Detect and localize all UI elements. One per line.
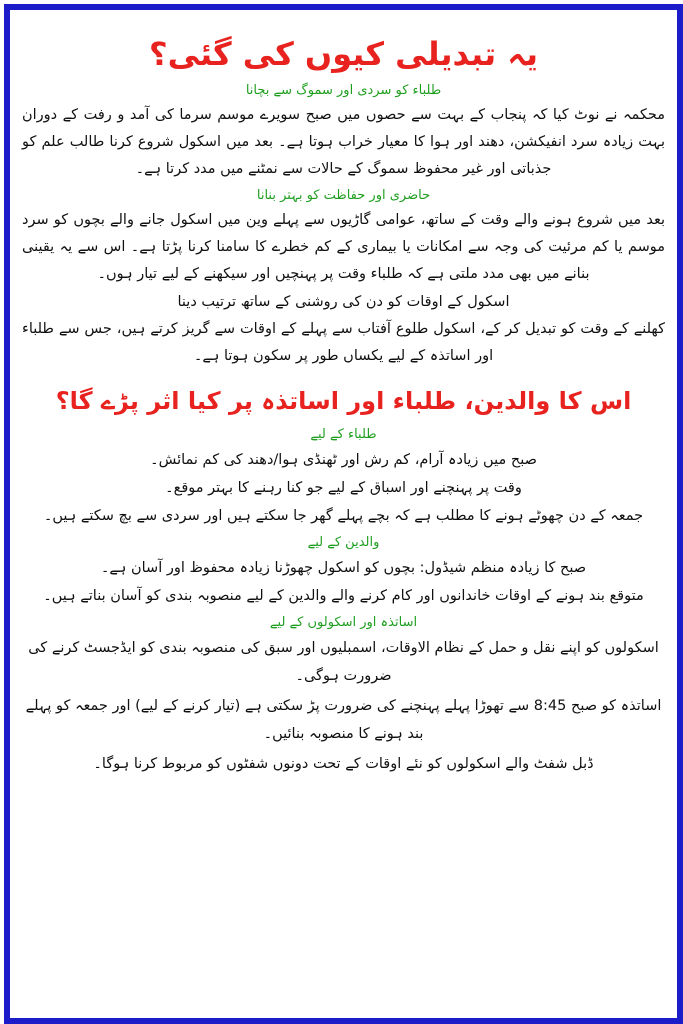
list-item: صبح کا زیادہ منظم شیڈول: بچوں کو اسکول چھوڑنا زیادہ محفوظ اور آسان ہے۔ — [100, 560, 587, 576]
section-heading-attendance-safety: حاضری اور حفاظت کو بہتر بنانا — [256, 188, 431, 203]
section-text-protect-students: محکمہ نے نوٹ کیا کہ پنجاب کے بہت سے حصوں میں صبح سویرے موسم سرما کی آمد و رفت کے دوران بہت زیادہ سرد انفیکشن، دھند اور ہوا کا معیار خراب ہوتا ہے۔ بعد میں اسکول شروع کرنا طالب علم کو جذباتی اور غیر محفوظ سموگ کے حالات سے نمٹنے میں مدد کرتا ہے۔ — [22, 107, 665, 177]
daylight-alignment-line: اسکول کے اوقات کو دن کی روشنی کے ساتھ ترتیب دینا — [177, 294, 510, 310]
document-body — [10, 32, 677, 778]
list-item: اسکولوں کو اپنے نقل و حمل کے نظام الاوقات، اسمبلیوں اور سبق کی منصوبہ بندی کو ایڈجسٹ کرنے کی ضرورت ہوگی۔ — [28, 640, 659, 684]
parents-heading: والدین کے لیے — [307, 535, 380, 550]
section-text-attendance-safety: بعد میں شروع ہونے والے وقت کے ساتھ، عوامی گاڑیوں سے پہلے وین میں اسکول جانے والے بچوں کو سرد موسم یا کم مرئیت کی وجہ سے امکانات یا بیماری کے کم خطرے کا سامنا کرنا پڑتا ہے۔ اس سے یہ یقینی بنانے میں بھی مدد ملتی ہے کہ طلباء وقت پر پہنچیں اور سیکھنے کے لیے تیار ہوں۔ — [22, 212, 665, 282]
section-heading-protect-students: طلباء کو سردی اور سموگ سے بچانا — [245, 83, 442, 98]
list-item: متوقع بند ہونے کے اوقات خاندانوں اور کام کرنے والے والدین کے لیے منصوبہ بندی کو آسان بناتے ہیں۔ — [43, 588, 644, 604]
list-item: ڈبل شفٹ والے اسکولوں کو نئے اوقات کے تحت دونوں شفٹوں کو مربوط کرنا ہوگا۔ — [93, 756, 594, 772]
teachers-heading: اساتذہ اور اسکولوں کے لیے — [269, 615, 418, 630]
impact-subtitle: اس کا والدین، طلباء اور اساتذہ پر کیا اثر پڑے گا؟ — [55, 387, 632, 415]
list-item: جمعہ کے دن چھوٹے ہونے کا مطلب ہے کہ بچے پہلے گھر جا سکتے ہیں اور سردی سے بچ سکتے ہیں۔ — [43, 508, 644, 524]
students-list — [22, 446, 665, 530]
page-frame — [4, 4, 683, 1024]
parents-list — [22, 554, 665, 610]
students-heading: طلباء کے لیے — [310, 427, 377, 442]
teachers-list — [22, 634, 665, 778]
page-title: یہ تبدیلی کیوں کی گئی؟ — [149, 35, 538, 73]
section-text-opening-time: کھلنے کے وقت کو تبدیل کر کے، اسکول طلوع آفتاب سے پہلے کے اوقات سے گریز کرتے ہیں، جس سے طلباء اور اساتذہ کے لیے یکساں طور پر سکون ہوتا ہے۔ — [22, 321, 665, 364]
list-item: اساتذہ کو صبح 8:45 سے تھوڑا پہلے پہنچنے کی ضرورت پڑ سکتی ہے (تیار کرنے کے لیے) اور جمعہ کو پہلے بند ہونے کا منصوبہ بنائیں۔ — [25, 698, 662, 742]
list-item: وقت پر پہنچنے اور اسباق کے لیے جو کنا رہنے کا بہتر موقع۔ — [165, 480, 522, 496]
list-item: صبح میں زیادہ آرام، کم رش اور ٹھنڈی ہوا/دھند کی کم نمائش۔ — [150, 452, 537, 468]
